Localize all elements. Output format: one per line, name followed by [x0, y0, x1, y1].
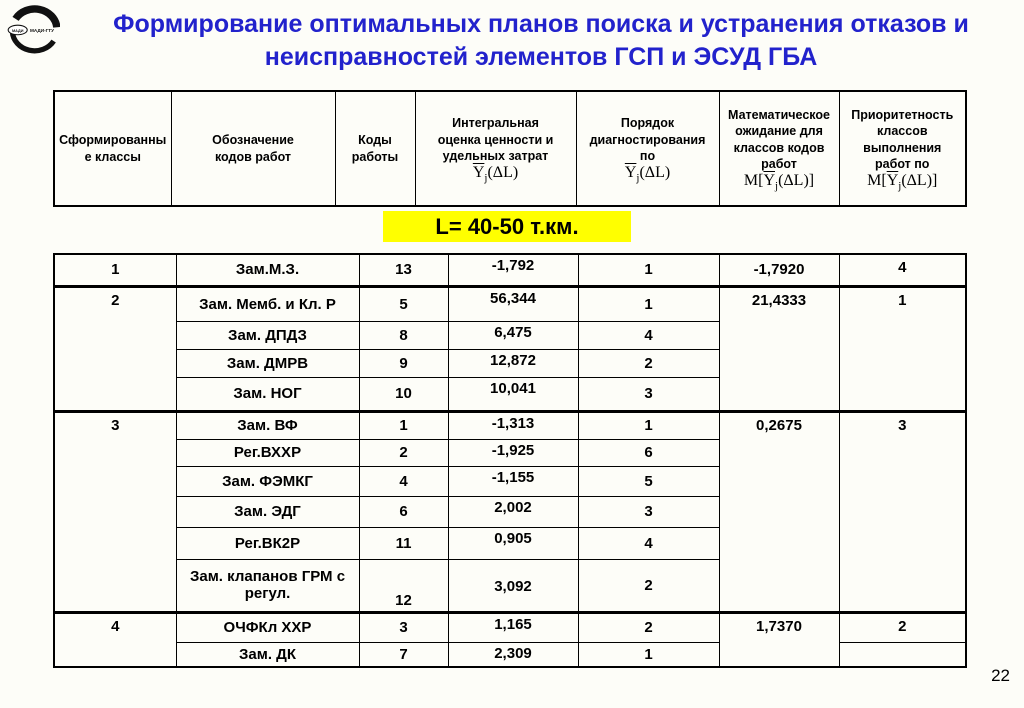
cell-priority: 4	[839, 254, 966, 286]
cell-expectation: 1,7370	[719, 612, 839, 667]
table-row	[54, 254, 966, 286]
cell-order: 4	[578, 321, 719, 349]
table-row	[54, 411, 966, 439]
cell-value: 12,872	[448, 349, 578, 377]
cell-work-label: Зам. НОГ	[176, 377, 359, 411]
cell-value: 10,041	[448, 377, 578, 411]
cell-class: 2	[54, 286, 176, 411]
header-math-expectation: Математическое ожидание для классов кодов работ $M[\overline{Y}_j(\Delta L)]$	[719, 91, 839, 206]
cell-order: 1	[578, 286, 719, 321]
cell-work-code: 10	[359, 377, 448, 411]
cell-value: 2,002	[448, 496, 578, 527]
cell-value: 56,344	[448, 286, 578, 321]
cell-expectation: 21,4333	[719, 286, 839, 411]
cell-priority: 3	[839, 411, 966, 612]
formula-m-y-delta-l: $M[\overline{Y}_j(\Delta L)]$	[867, 172, 938, 193]
cell-work-code: 9	[359, 349, 448, 377]
cell-order: 1	[578, 411, 719, 439]
header-priority: Приоритетность классов выполнения работ по $M[\overline{Y}_j(\Delta L)]$	[839, 91, 966, 206]
results-table	[53, 253, 967, 668]
cell-work-code: 4	[359, 466, 448, 496]
cell-order: 2	[578, 559, 719, 612]
cell-value: -1,313	[448, 411, 578, 439]
slide-title: Формирование оптимальных планов поиска и устранения отказов и неисправностей элементов ГСП и ЭСУД ГБА	[113, 10, 969, 71]
cell-value: -1,792	[448, 254, 578, 286]
cell-expectation: -1,7920	[719, 254, 839, 286]
cell-work-label: Зам. клапанов ГРМ с регул.	[176, 559, 359, 612]
cell-work-label: Рег.ВХХР	[176, 439, 359, 466]
cell-work-code: 8	[359, 321, 448, 349]
cell-order: 2	[578, 612, 719, 642]
cell-value: 0,905	[448, 527, 578, 559]
cell-value: -1,925	[448, 439, 578, 466]
formula-m-y-delta-l: $M[\overline{Y}_j(\Delta L)]$	[743, 172, 815, 193]
cell-work-label: Зам. ДПДЗ	[176, 321, 359, 349]
cell-priority: 1	[839, 286, 966, 411]
cell-expectation: 0,2675	[719, 411, 839, 612]
header-diagnostic-order: Порядок диагностирования по $\overline{Y}_j(\Delta L)$	[576, 91, 719, 206]
cell-work-label: Зам. ФЭМКГ	[176, 466, 359, 496]
header-integral-value: Интегральная оценка ценности и удельных затрат $\overline{Y}_j(\Delta L)$	[415, 91, 576, 206]
cell-value: 2,309	[448, 642, 578, 667]
logo-top-arc	[16, 9, 57, 27]
cell-order: 4	[578, 527, 719, 559]
cell-priority	[839, 642, 966, 667]
cell-value: 3,092	[448, 559, 578, 612]
cell-work-label: Рег.ВК2Р	[176, 527, 359, 559]
cell-class: 4	[54, 612, 176, 667]
cell-work-code: 12	[359, 559, 448, 612]
cell-work-label: Зам. ЭДГ	[176, 496, 359, 527]
header-work-codes-designation: Обозначение кодов работ	[171, 91, 335, 206]
cell-order: 2	[578, 349, 719, 377]
cell-work-label: Зам. ВФ	[176, 411, 359, 439]
cell-class: 3	[54, 411, 176, 612]
cell-value: 6,475	[448, 321, 578, 349]
cell-work-code: 3	[359, 612, 448, 642]
cell-priority: 2	[839, 612, 966, 642]
cell-work-label: ОЧФКл ХХР	[176, 612, 359, 642]
page-number: 22	[991, 666, 1010, 685]
cell-order: 3	[578, 377, 719, 411]
cell-order: 1	[578, 254, 719, 286]
cell-work-label: Зам.М.З.	[176, 254, 359, 286]
cell-work-code: 6	[359, 496, 448, 527]
cell-work-code: 2	[359, 439, 448, 466]
logo-text-left: МАДИ	[11, 28, 24, 33]
header-row	[54, 91, 966, 206]
cell-work-label: Зам. Мемб. и Кл. Р	[176, 286, 359, 321]
column-header-table	[53, 90, 967, 207]
mileage-range-label: L= 40-50 т.км.	[383, 211, 631, 242]
cell-work-code: 11	[359, 527, 448, 559]
table-row	[54, 286, 966, 321]
cell-value: -1,155	[448, 466, 578, 496]
cell-order: 6	[578, 439, 719, 466]
logo-text-right: МАДИ-ГТУ	[30, 28, 54, 34]
cell-work-code: 7	[359, 642, 448, 667]
table-row	[54, 612, 966, 642]
header-work-codes: Коды работы	[335, 91, 415, 206]
cell-work-code: 5	[359, 286, 448, 321]
cell-order: 5	[578, 466, 719, 496]
cell-work-code: 13	[359, 254, 448, 286]
cell-order: 1	[578, 642, 719, 667]
cell-order: 3	[578, 496, 719, 527]
cell-value: 1,165	[448, 612, 578, 642]
formula-y-delta-l: $\overline{Y}_j(\Delta L)$	[624, 164, 671, 185]
cell-class: 1	[54, 254, 176, 286]
cell-work-label: Зам. ДМРВ	[176, 349, 359, 377]
cell-work-code: 1	[359, 411, 448, 439]
header-formed-classes: Сформированны е классы	[54, 91, 171, 206]
madi-gtu-logo-icon	[5, 3, 60, 58]
cell-work-label: Зам. ДК	[176, 642, 359, 667]
formula-y-delta-l: $\overline{Y}_j(\Delta L)$	[472, 164, 519, 185]
